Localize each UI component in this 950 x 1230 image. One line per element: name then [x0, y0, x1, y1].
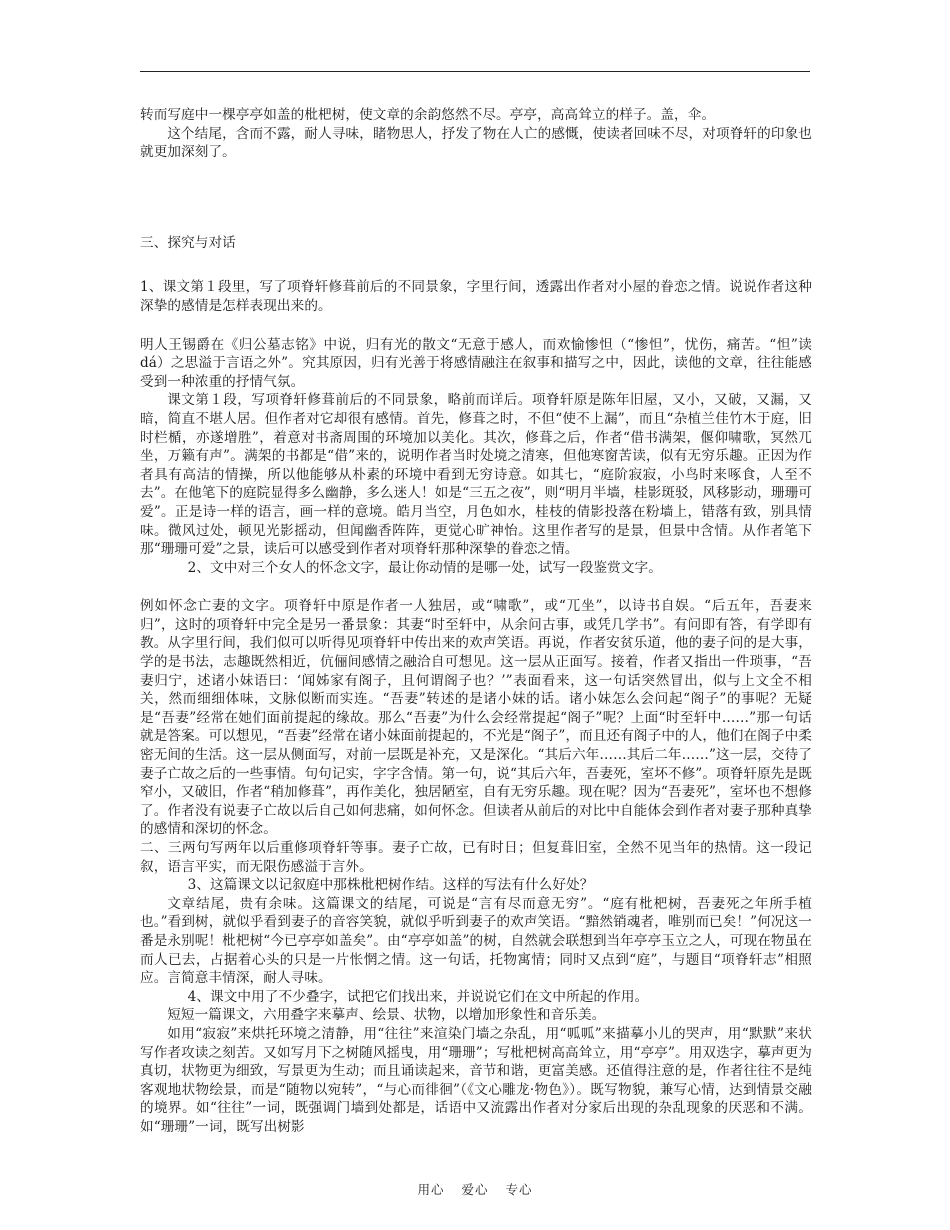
paragraph: 这个结尾，含而不露，耐人寻味，睹物思人，抒发了物在人亡的感慨，使读者回味不尽，对项脊轩的印象也就更加深刻了。	[140, 125, 812, 161]
question-2: 2、文中对三个女人的怀念文字，最让你动情的是哪一处，试写一段鉴赏文字。	[187, 559, 662, 576]
question-3: 3、这篇课文以记叙庭中那株枇杷树作结。这样的写法有什么好处？	[187, 877, 594, 894]
header-rule	[140, 71, 810, 72]
section-heading: 三、探究与对话	[140, 234, 236, 251]
answer-2-paragraph: 二、三两句写两年以后重修项脊轩等事。妻子亡故，已有时日；但复葺旧室，全然不见当年的热情。这一段记叙，语言平实，而无限伤感溢于言外。	[140, 840, 812, 875]
document-body	[140, 106, 812, 1137]
footer-word: 用心	[417, 1182, 445, 1197]
question-4: 4、课文中用了不少叠字，试把它们找出来，并说说它们在文中所起的作用。	[187, 988, 649, 1005]
footer-word: 爱心	[461, 1182, 489, 1197]
paragraph: 转而写庭中一棵亭亭如盖的枇杷树，使文章的余韵悠然不尽。亭亭，高高耸立的样子。盖，伞。	[140, 107, 716, 123]
answer-2-paragraph: 例如怀念亡妻的文字。项脊轩中原是作者一人独居，或“啸歌”，或“兀坐”，以诗书自娱。“后五年，吾妻来归”，这时的项脊轩中完全是另一番景象：其妻“时至轩中，从余问古事，或凭几学书”。有问即有答，有学即有教。从字里行间，我们似可以听得见项脊轩中传出来的欢声笑语。再说，作者安贫乐道，他的妻子问的是大事，学的是书法，志趣既然相近，伉俪间感情之融洽自可想见。这一层从正面写。接着，作者又指出一件琐事，“吾妻归宁，述诸小妹语曰：‘闻姊家有阁子，且何谓阁子也？’”表面看来，这一句话突然冒出，似与上文全不相关，然而细细体味，文脉似断而实连。“吾妻”转述的是诸小妹的话。诸小妹怎么会问起“阁子”的事呢？无疑是“吾妻”经常在她们面前提起的缘故。那么“吾妻”为什么会经常提起“阁子”呢？上面“时至轩中……”那一句话就是答案。可以想见，“吾妻”经常在诸小妹面前提起的，不光是“阁子”，而且还有阁子中的人，他们在阁子中柔密无间的生活。这一层从侧面写，对前一层既是补充，又是深化。“其后六年……其后二年……”这一层，交待了妻子亡故之后的一些事情。句句记实，字字含情。第一句，说“其后六年，吾妻死，室坏不修”。项脊轩原先是既窄小，又破旧，作者“稍加修葺”，再作美化，独居陋室，自有无穷乐趣。现在呢？因为“吾妻死”，室坏也不想修了。作者没有说妻子亡故以后自己如何悲痛，如何怀念。但读者从前后的对比中自能体会到作者对妻子那种真挚的感情和深切的怀念。	[140, 598, 812, 838]
answer-1-paragraph: 明人王锡爵在《归公墓志铭》中说，归有光的散文“无意于感人，而欢愉惨怛（“惨怛”，忧伤，痛苦。“怛”读dá）之思溢于言语之外”。究其原因，归有光善于将感情融注在叙事和描写之中，因此，读他的文章，往往能感受到一种浓重的抒情气氛。	[140, 336, 812, 390]
answer-1-paragraph: 课文第１段，写项脊轩修葺前后的不同景象，略前而详后。项脊轩原是陈年旧屋，又小，又破，又漏，又暗，简直不堪人居。但作者对它却很有感情。首先，修葺之时，不但“使不上漏”，而且“杂植兰佳竹木于庭，旧时栏楯，亦遂增胜”，着意对书斋周围的环境加以美化。其次，修葺之后，作者“借书满架，偃仰啸歌，冥然兀坐，万籁有声”。满架的书都是“借”来的，说明作者当时处境之清寒，但他寒窗苦读，似有无穷乐趣。正因为作者具有高洁的情操，所以他能够从朴素的环境中看到无穷诗意。如其七，“庭阶寂寂，小鸟时来啄食，人至不去”。在他笔下的庭院显得多么幽静，多么迷人！如是“三五之夜”，则“明月半墙，桂影斑驳，风移影动，珊珊可爱”。正是诗一样的语言，画一样的意境。皓月当空，月色如水，桂枝的倩影投落在粉墙上，错落有致，别具情味。微风过处，顿见光影摇动，但闻幽香阵阵，更觉心旷神怡。这里作者写的是景，但景中含情。从作者笔下那“珊珊可爱”之景，读后可以感受到作者对项脊轩那种深挚的眷恋之情。	[140, 392, 812, 558]
question-1: 1、课文第１段里，写了项脊轩修葺前后的不同景象，字里行间，透露出作者对小屋的眷恋之情。说说作者这种深挚的感情是怎样表现出来的。	[140, 279, 812, 314]
footer-word: 专心	[505, 1182, 533, 1197]
answer-4-paragraph: 如用“寂寂”来烘托环境之清静，用“往往”来渲染门墙之杂乱，用“呱呱”来描摹小儿的哭声，用“默默”来状写作者攻读之刻苦。又如写月下之树随风摇曳，用“珊珊”；写枇杷树高高耸立，用“亭亭”。用双迭字，摹声更为真切，状物更为细致，写景更为生动；而且诵读起来，音节和谐，更富美感。还值得注意的是，作者往往不是纯客观地状物绘景，而是“随物以宛转”，“与心而徘徊”（《文心雕龙·物色》）。既写物貌，兼写心情，达到情景交融的境界。如“往往”一词，既强调门墙到处都是，话语中又流露出作者对分家后出现的杂乱现象的厌恶和不满。如“珊珊”一词，既写出树影	[140, 1025, 812, 1135]
answer-4-paragraph: 短短一篇课文，六用叠字来摹声、绘景、状物，以增加形象性和音乐美。	[167, 1007, 606, 1024]
answer-3-paragraph: 文章结尾，贵有余味。这篇课文的结尾，可说是“言有尽而意无穷”。“庭有枇杷树，吾妻死之年所手植也。”看到树，就似乎看到妻子的音容笑貌，就似乎听到妻子的欢声笑语。“黯然销魂者，唯别而已矣！”何况这一番是永别呢！枇杷树“今已亭亭如盖矣”。由“亭亭如盖”的树，自然就会联想到当年亭亭玉立之人，可现在物虽在而人已去，占据着心头的只是一片怅惘之情。这一句话，托物寓情；同时又点到“庭”，与题目“项脊轩志”相照应。言简意丰情深，耐人寻味。	[140, 895, 812, 987]
page-footer	[0, 1180, 950, 1198]
